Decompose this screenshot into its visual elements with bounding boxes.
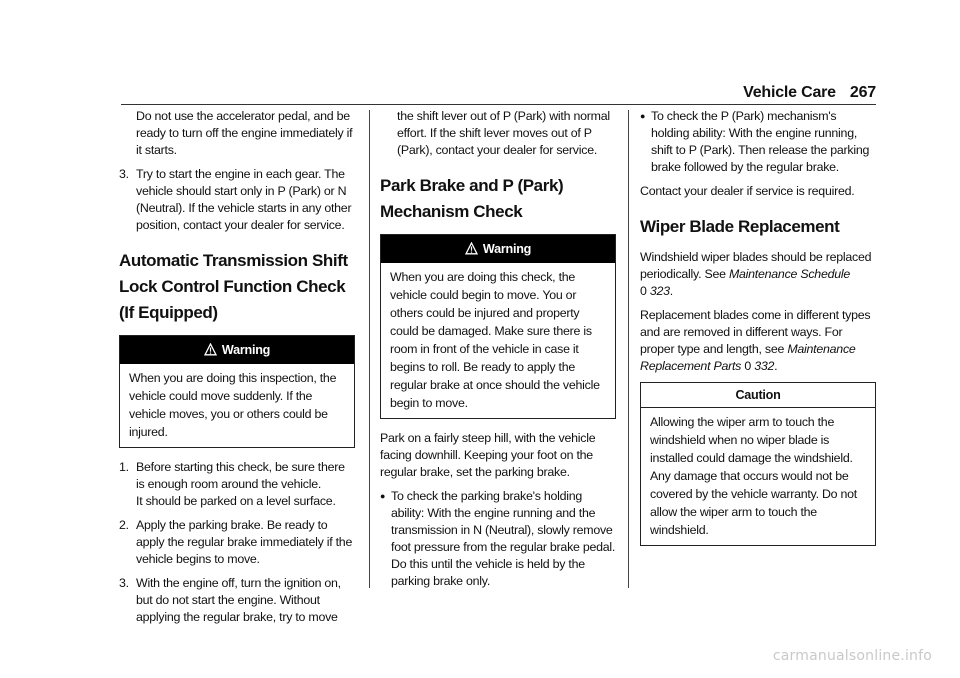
step-number: 3. xyxy=(119,576,129,590)
bullet-text: To check the parking brake's holding ability: With the engine running and the transmission in N (Neutral), slowly remove foot pressure from the regular brake pedal. Do this until the vehicle is held by the parking brake only. xyxy=(391,489,616,588)
header-rule xyxy=(121,104,876,105)
step-2 xyxy=(119,517,355,568)
page-ref[interactable]: 323 xyxy=(649,284,670,298)
bullet-icon: ● xyxy=(640,111,646,121)
warning-label: Warning xyxy=(221,343,271,357)
warning-header xyxy=(381,235,615,263)
bullet-icon: ● xyxy=(380,491,386,501)
paragraph: Park on a fairly steep hill, with the vehicle facing downhill. Keeping your foot on the regular brake, set the parking brake. xyxy=(380,431,596,479)
step-number: 3. xyxy=(119,167,129,181)
warning-box xyxy=(380,234,616,419)
page-number: 267 xyxy=(849,84,876,101)
bullet-text: To check the P (Park) mechanism's holding ability: With the engine running, shift to P (Park). Then release the parking brake followed by the regular brake. xyxy=(651,109,870,174)
section-heading: Automatic Transmission Shift Lock Control Function Check (If Equipped) xyxy=(119,251,348,322)
step-3 xyxy=(119,166,355,234)
column-1 xyxy=(119,108,355,633)
paragraph-text: Replacement blades come in different types and are removed in different ways. For proper type and length, see xyxy=(640,308,871,356)
page-ref-arrow-icon: 0 xyxy=(744,359,751,373)
step-text: Apply the parking brake. Be ready to apply the regular brake immediately if the vehicle begins to move. xyxy=(136,518,353,566)
warning-icon xyxy=(465,237,478,265)
caution-box xyxy=(640,382,876,546)
caution-label: Caution xyxy=(641,383,875,408)
column-divider-2 xyxy=(628,110,629,588)
step-text: With the engine off, turn the ignition on, but do not start the engine. Without applying the regular brake, try to move xyxy=(136,576,341,624)
maintenance-schedule-link[interactable]: Maintenance Schedule xyxy=(728,267,851,281)
page-header xyxy=(640,84,876,104)
column-2 xyxy=(380,108,616,597)
step-text-extra: It should be parked on a level surface. xyxy=(136,494,336,508)
step-3-shift xyxy=(119,575,355,626)
warning-icon xyxy=(204,338,217,366)
watermark: carmanualsonline.info xyxy=(772,648,932,664)
warning-text: When you are doing this check, the vehicle could begin to move. You or others could be injured and property could be damaged. Make sure there is room in front of the vehicle in case it begins to roll. Be ready to apply the regular brake at once should the vehicle begin to move. xyxy=(390,270,600,410)
page-ref[interactable]: 332 xyxy=(754,359,775,373)
page-ref-arrow-icon: 0 xyxy=(640,284,647,298)
warning-label: Warning xyxy=(482,242,532,256)
section-title: Vehicle Care xyxy=(743,84,836,101)
paragraph-wiper-schedule: Windshield wiper blades should be replaced periodically. See Maintenance Schedule 0 323. xyxy=(640,250,872,298)
warning-header xyxy=(120,336,354,364)
step-text: Try to start the engine in each gear. The vehicle should start only in P (Park) or N (Neutral). If the vehicle starts in any other position, contact your dealer for service. xyxy=(136,167,352,232)
column-divider-1 xyxy=(369,110,370,588)
column-3 xyxy=(640,108,876,557)
replacement-parts-link[interactable]: Maintenance Replacement Parts xyxy=(640,342,856,373)
section-heading: Park Brake and P (Park) Mechanism Check xyxy=(380,176,564,221)
paragraph-text: Windshield wiper blades should be replaced periodically. See xyxy=(640,250,872,281)
step-number: 2. xyxy=(119,518,129,532)
step-continuation: Do not use the accelerator pedal, and be ready to turn off the engine immediately if it starts. xyxy=(136,109,353,157)
step-1 xyxy=(119,459,355,510)
paragraph: Contact your dealer if service is required. xyxy=(640,184,855,198)
paragraph-replacement: Replacement blades come in different types and are removed in different ways. For proper type and length, see Maintenance Replacement Parts 0 332. xyxy=(640,308,871,373)
warning-box xyxy=(119,335,355,448)
warning-text: When you are doing this inspection, the vehicle could move suddenly. If the vehicle moves, you or others could be injured. xyxy=(129,371,337,439)
step-text: Before starting this check, be sure there is enough room around the vehicle. xyxy=(136,460,345,491)
step-continuation: the shift lever out of P (Park) with normal effort. If the shift lever moves out of P (Park), contact your dealer for service. xyxy=(397,109,610,157)
section-heading: Wiper Blade Replacement xyxy=(640,217,840,236)
caution-text: Allowing the wiper arm to touch the windshield when no wiper blade is installed could damage the windshield. Any damage that occurs would not be covered by the vehicle warranty. Do not allow the wiper arm to touch the windshield. xyxy=(650,415,857,537)
bullet-item xyxy=(640,108,876,176)
step-number: 1. xyxy=(119,460,129,474)
bullet-item xyxy=(380,488,616,590)
